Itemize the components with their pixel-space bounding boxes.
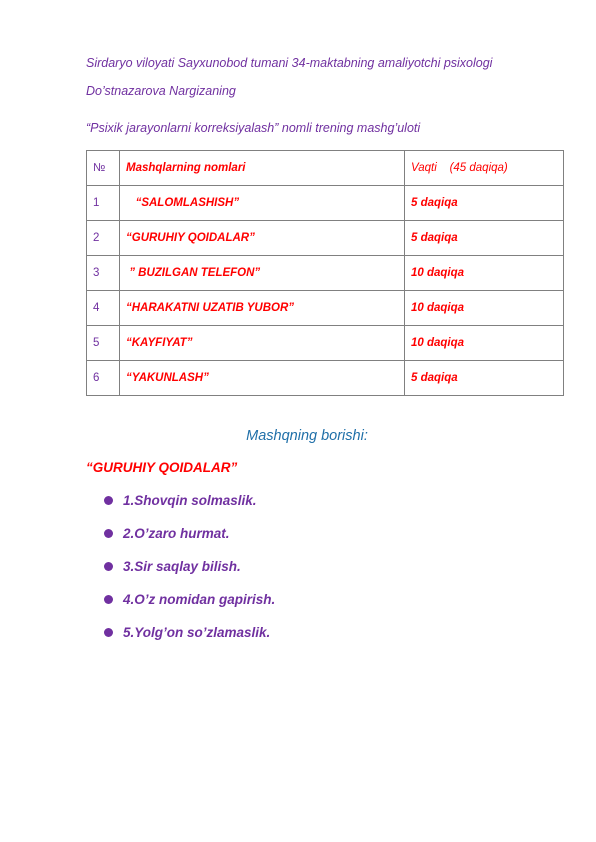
row-number: 1 [87, 186, 120, 221]
exercise-duration: 5 daqiqa [405, 186, 564, 221]
table-header-row [87, 151, 564, 186]
exercise-name: “SALOMLASHISH” [120, 186, 405, 221]
table-row [87, 256, 564, 291]
table-row [87, 221, 564, 256]
rule-text: 4.O’z nomidan gapirish. [123, 592, 276, 607]
section-subtitle-text: Mashqning borishi: [246, 428, 368, 444]
exercise-name: “YAKUNLASH” [120, 361, 405, 396]
rule-text: 1.Shovqin solmaslik. [123, 493, 257, 508]
table-row [87, 361, 564, 396]
exercises-table [86, 150, 564, 396]
header-line-school: Sirdaryo viloyati Sayxunobod tumani 34-maktabning amaliyotchi psixologi [86, 56, 493, 70]
row-number: 6 [87, 361, 120, 396]
exercise-name: “HARAKATNI UZATIB YUBOR” [120, 291, 405, 326]
exercise-duration: 10 daqiqa [405, 326, 564, 361]
header-line-training-title: “Psixik jarayonlarni korreksiyalash” nomli trening mashg’uloti [86, 121, 421, 135]
exercise-duration: 10 daqiqa [405, 256, 564, 291]
exercise-duration: 5 daqiqa [405, 361, 564, 396]
exercise-title: “GURUHIY QOIDALAR” [86, 460, 238, 475]
section-subtitle [0, 428, 596, 444]
bullet-icon [104, 529, 113, 538]
rules-list [104, 484, 275, 649]
bullet-icon [104, 628, 113, 637]
list-item [104, 517, 275, 550]
exercise-name: “GURUHIY QOIDALAR” [120, 221, 405, 256]
list-item [104, 616, 275, 649]
table-row [87, 291, 564, 326]
exercise-duration: 10 daqiqa [405, 291, 564, 326]
row-number: 3 [87, 256, 120, 291]
exercise-name: “KAYFIYAT” [120, 326, 405, 361]
table-row [87, 186, 564, 221]
list-item [104, 550, 275, 583]
rule-text: 2.O’zaro hurmat. [123, 526, 230, 541]
row-number: 4 [87, 291, 120, 326]
table-row [87, 326, 564, 361]
bullet-icon [104, 595, 113, 604]
list-item [104, 484, 275, 517]
row-number: 2 [87, 221, 120, 256]
column-header-exercise-names: Mashqlarning nomlari [120, 151, 405, 186]
column-header-number: № [87, 151, 120, 186]
list-item [104, 583, 275, 616]
bullet-icon [104, 562, 113, 571]
rule-text: 5.Yolg’on so’zlamaslik. [123, 625, 271, 640]
rule-text: 3.Sir saqlay bilish. [123, 559, 241, 574]
column-header-time: Vaqti (45 daqiqa) [405, 151, 564, 186]
exercise-duration: 5 daqiqa [405, 221, 564, 256]
bullet-icon [104, 496, 113, 505]
exercise-name: ” BUZILGAN TELEFON” [120, 256, 405, 291]
row-number: 5 [87, 326, 120, 361]
header-line-author: Do’stnazarova Nargizaning [86, 84, 236, 98]
